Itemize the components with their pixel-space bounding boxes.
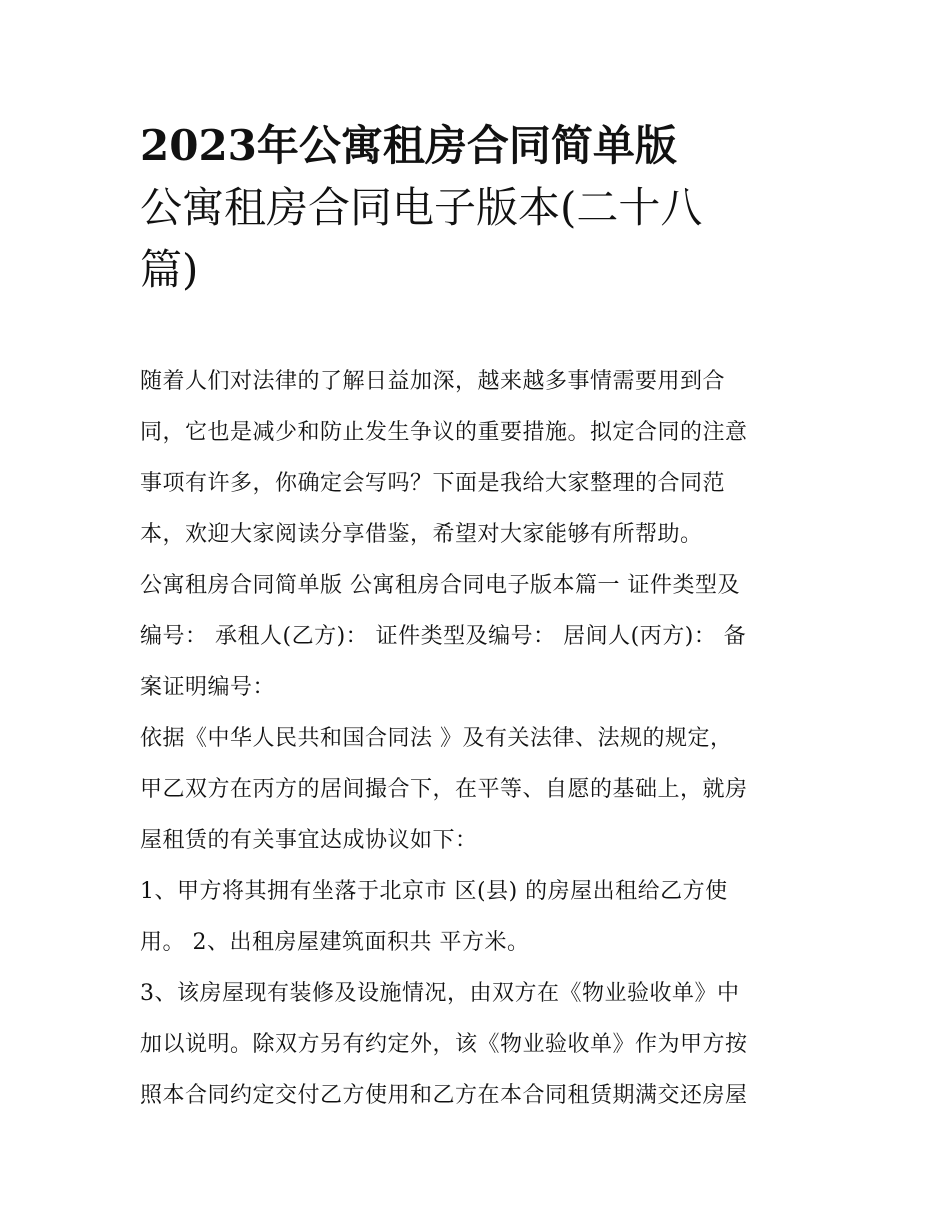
title-line: 篇) [140,245,199,294]
body-line: 1、甲方将其拥有坐落于北京市 区(县) 的房屋出租给乙方使 [140,879,728,904]
body-line: 本，欢迎大家阅读分享借鉴，希望对大家能够有所帮助。 [140,522,703,547]
body-line: 依据《中华人民共和国合同法 》及有关法律、法规的规定， [140,726,733,751]
body-line: 屋租赁的有关事宜达成协议如下： [140,828,478,853]
document-title [140,115,820,301]
body-line: 案证明编号： [140,675,276,700]
body-line: 加以说明。除双方另有约定外，该《物业验收单》作为甲方按 [140,1032,748,1057]
body-line: 用。 2、出租房屋建筑面积共 平方米。 [140,930,530,955]
body-line: 照本合同约定交付乙方使用和乙方在本合同租赁期满交还房屋 [140,1083,748,1108]
body-line: 编号： 承租人(乙方)： 证件类型及编号： 居间人(丙方)： 备 [140,624,747,649]
document-body [140,356,820,1121]
body-line: 公寓租房合同简单版 公寓租房合同电子版本篇一 证件类型及 [140,573,740,598]
title-line: 2023年公寓租房合同简单版 [140,121,677,170]
title-line: 公寓租房合同电子版本(二十八 [140,183,703,232]
body-line: 3、该房屋现有装修及设施情况，由双方在《物业验收单》中 [140,981,740,1006]
body-line: 事项有许多，你确定会写吗？下面是我给大家整理的合同范 [140,471,726,496]
body-line: 随着人们对法律的了解日益加深，越来越多事情需要用到合 [140,369,726,394]
body-line: 甲乙双方在丙方的居间撮合下，在平等、自愿的基础上，就房 [140,777,748,802]
body-line: 同，它也是减少和防止发生争议的重要措施。拟定合同的注意 [140,420,748,445]
